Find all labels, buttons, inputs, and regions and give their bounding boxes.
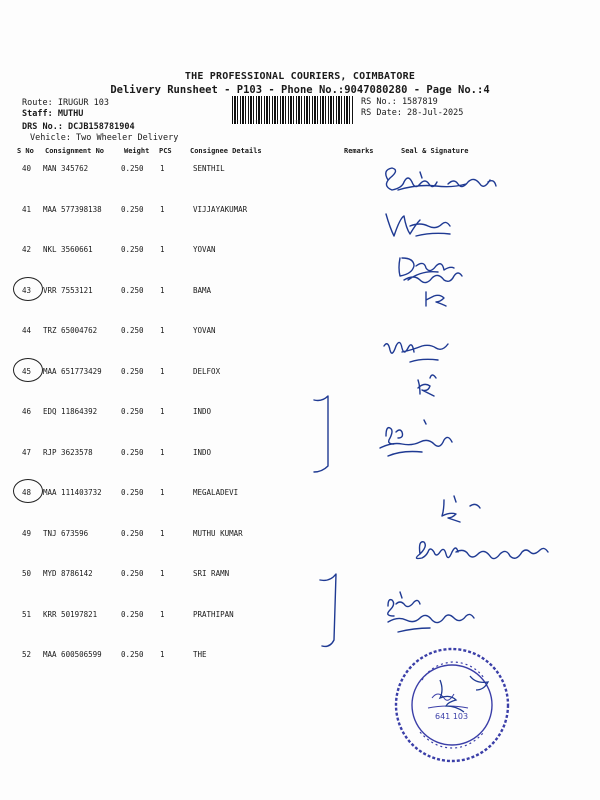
consignment-cell: MAA 651773429 (43, 366, 102, 376)
weight-cell: 0.250 (121, 285, 144, 295)
col-weight: Weight (124, 147, 150, 155)
consignment-cell: MYD 8786142 (43, 569, 93, 578)
signature-50-51 (388, 592, 474, 632)
sno-cell: 45 (22, 366, 32, 376)
bracket-46-47 (314, 396, 328, 472)
consignee-cell: VIJJAYAKUMAR (193, 204, 248, 214)
pcs-cell: 1 (160, 447, 165, 457)
pcs-cell: 1 (160, 528, 165, 538)
consignee-cell: THE (193, 650, 207, 659)
pcs-cell: 1 (160, 488, 165, 497)
sno-cell: 51 (22, 609, 32, 619)
weight-cell: 0.250 (121, 528, 144, 538)
consignee-cell: MUTHU KUMAR (193, 528, 243, 538)
pcs-cell: 1 (160, 204, 165, 214)
consignee-cell: YOVAN (193, 326, 216, 335)
pcs-cell: 1 (160, 609, 165, 619)
sno-cell: 50 (22, 569, 32, 578)
pcs-cell: 1 (160, 285, 165, 295)
sno-cell: 43 (22, 285, 32, 295)
route-label: Route: IRUGUR 103 (22, 98, 109, 108)
sno-cell: 52 (22, 650, 32, 659)
consignment-cell: MAA 111403732 (43, 488, 102, 497)
rs-date: RS Date: 28-Jul-2025 (361, 108, 464, 118)
pcs-cell: 1 (160, 407, 165, 416)
sno-cell: 48 (22, 488, 32, 497)
consignee-cell: SRI RAMN (193, 569, 230, 578)
consignee-cell: BAMA (193, 285, 212, 295)
weight-cell: 0.250 (121, 488, 144, 497)
signature-42-43 (399, 258, 462, 306)
consignee-cell: INDO (193, 407, 212, 416)
consignment-cell: VRR 7553121 (43, 285, 93, 295)
consignee-cell: SENTHIL (193, 164, 225, 173)
pcs-cell: 1 (160, 326, 165, 335)
consignee-cell: INDO (193, 447, 212, 457)
office-seal-stamp (392, 646, 512, 764)
weight-cell: 0.250 (121, 650, 144, 659)
weight-cell: 0.250 (121, 447, 144, 457)
signature-41 (386, 214, 450, 236)
sno-cell: 42 (22, 245, 32, 254)
consignment-cell: KRR 50197821 (43, 609, 98, 619)
sno-cell: 49 (22, 528, 32, 538)
sno-cell: 46 (22, 407, 32, 416)
pcs-cell: 1 (160, 366, 165, 376)
consignee-cell: YOVAN (193, 245, 216, 254)
sno-cell: 44 (22, 326, 32, 335)
col-pcs: PCS (159, 147, 172, 155)
consignment-cell: TRZ 65004762 (43, 326, 98, 335)
consignment-cell: MAA 577398138 (43, 204, 102, 214)
pcs-cell: 1 (160, 569, 165, 578)
consignment-cell: MAA 600506599 (43, 650, 102, 659)
consignee-cell: MEGALADEVI (193, 488, 239, 497)
weight-cell: 0.250 (121, 407, 144, 416)
weight-cell: 0.250 (121, 569, 144, 578)
rs-number: RS No.: 1587819 (361, 97, 438, 107)
weight-cell: 0.250 (121, 245, 144, 254)
consignment-cell: NKL 3560661 (43, 245, 93, 254)
weight-cell: 0.250 (121, 609, 144, 619)
col-consignee: Consignee Details (190, 147, 262, 155)
col-remarks: Remarks (344, 147, 374, 155)
pcs-cell: 1 (160, 245, 165, 254)
signature-46-47 (380, 420, 452, 456)
sno-cell: 47 (22, 447, 32, 457)
company-name: THE PROFESSIONAL COURIERS, COIMBATORE (184, 71, 416, 82)
bracket-50-51 (320, 574, 336, 646)
pcs-cell: 1 (160, 164, 165, 173)
consignment-cell: EDQ 11864392 (43, 407, 98, 416)
signature-40 (386, 168, 496, 190)
weight-cell: 0.250 (121, 204, 144, 214)
weight-cell: 0.250 (121, 326, 144, 335)
runsheet-title: Delivery Runsheet - P103 - Phone No.:9047080280 - Page No.:4 (110, 84, 490, 96)
staff-label: Staff: MUTHU (22, 109, 84, 119)
consignee-cell: PRATHIPAN (193, 609, 234, 619)
drs-number: DRS No.: DCJB158781904 (22, 122, 135, 132)
consignment-cell: TNJ 673596 (43, 528, 89, 538)
consignment-cell: MAN 345762 (43, 164, 89, 173)
pcs-cell: 1 (160, 650, 165, 659)
signature-48 (442, 496, 480, 522)
col-seal-signature: Seal & Signature (401, 147, 469, 155)
consignment-cell: RJP 3623578 (43, 447, 93, 457)
stamp-number: 641 103 (435, 712, 469, 721)
signature-49 (416, 542, 548, 559)
sno-cell: 40 (22, 164, 32, 173)
col-consignment: Consignment No (45, 147, 105, 155)
weight-cell: 0.250 (121, 366, 144, 376)
vehicle-label: Vehicle: Two Wheeler Delivery (30, 133, 179, 143)
weight-cell: 0.250 (121, 164, 144, 173)
signature-44-45 (384, 342, 448, 396)
consignee-cell: DELFOX (193, 366, 221, 376)
sno-cell: 41 (22, 204, 32, 214)
col-sno: S No (17, 147, 34, 155)
